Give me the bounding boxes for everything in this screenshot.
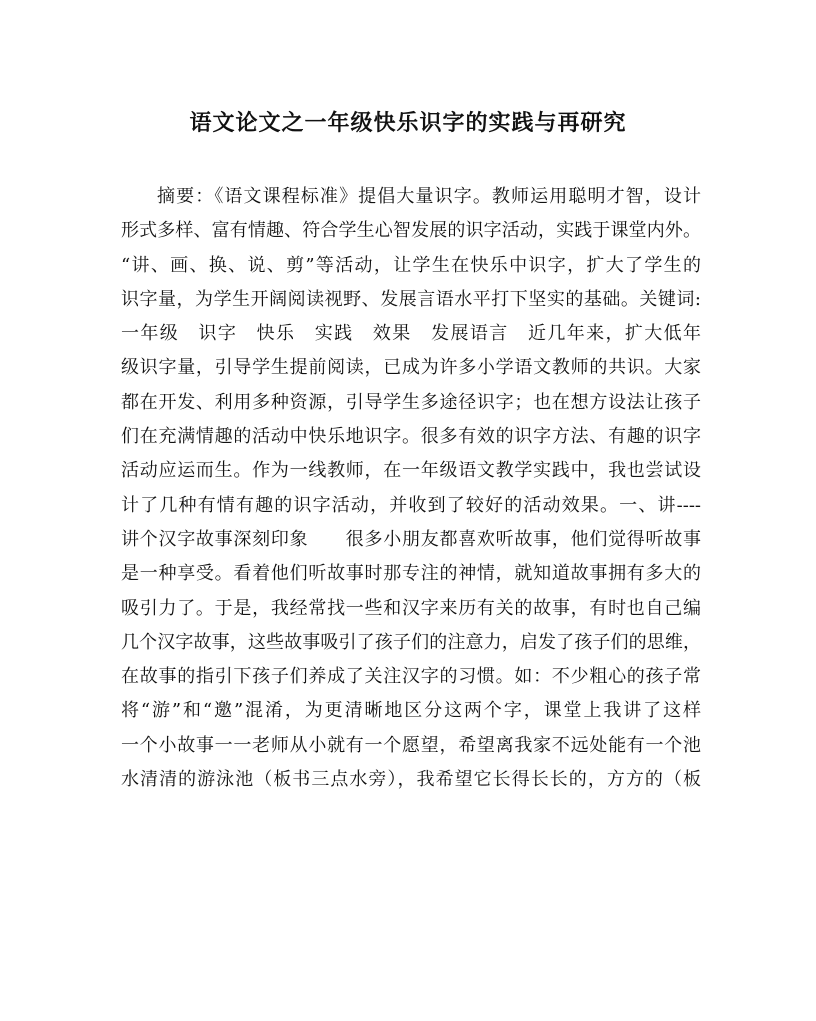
body-line: 在故事的指引下孩子们养成了关注汉字的习惯。如：不少粗心的孩子常: [121, 666, 701, 688]
body-line: “讲、画、换、说、剪”等活动，让学生在快乐中识字，扩大了学生的: [121, 254, 701, 276]
body-line: 们在充满情趣的活动中快乐地识字。很多有效的识字方法、有趣的识字: [121, 426, 701, 448]
body-line: 形式多样、富有情趣、符合学生心智发展的识字活动，实践于课堂内外。: [121, 220, 701, 242]
body-line: 水清清的游泳池（板书三点水旁），我希望它长得长长的，方方的（板: [121, 769, 701, 791]
body-line: 几个汉字故事，这些故事吸引了孩子们的注意力，启发了孩子们的思维，: [121, 631, 701, 653]
body-line: 吸引力了。于是，我经常找一些和汉字来历有关的故事，有时也自己编: [121, 597, 701, 619]
body-line: 讲个汉字故事深刻印象 很多小朋友都喜欢听故事，他们觉得听故事: [121, 528, 701, 550]
body-line: 摘要：《语文课程标准》提倡大量识字。教师运用聪明才智，设计: [157, 186, 701, 207]
body-line: 识字量，为学生开阔阅读视野、发展言语水平打下坚实的基础。关键词:: [121, 288, 701, 310]
body-line: 一个小故事一一老师从小就有一个愿望，希望离我家不远处能有一个池: [121, 734, 701, 756]
body-line: 一年级 识字 快乐 实践 效果 发展语言 近几年来，扩大低年: [121, 323, 701, 345]
body-line: 是一种享受。看着他们听故事时那专注的神情，就知道故事拥有多大的: [121, 563, 701, 585]
body-line: 都在开发、利用多种资源，引导学生多途径识字；也在想方设法让孩子: [121, 391, 701, 413]
body-line: 将“游”和“邀”混淆，为更清晰地区分这两个字，课堂上我讲了这样: [121, 700, 701, 722]
document-title: 语文论文之一年级快乐识字的实践与再研究: [189, 110, 627, 136]
body-line: 计了几种有情有趣的识字活动，并收到了较好的活动效果。一、讲----: [121, 494, 701, 516]
body-line: 活动应运而生。作为一线教师，在一年级语文教学实践中，我也尝试设: [121, 460, 701, 482]
document-body: [121, 180, 701, 797]
body-line: 级识字量，引导学生提前阅读，已成为许多小学语文教师的共识。大家: [121, 357, 701, 379]
